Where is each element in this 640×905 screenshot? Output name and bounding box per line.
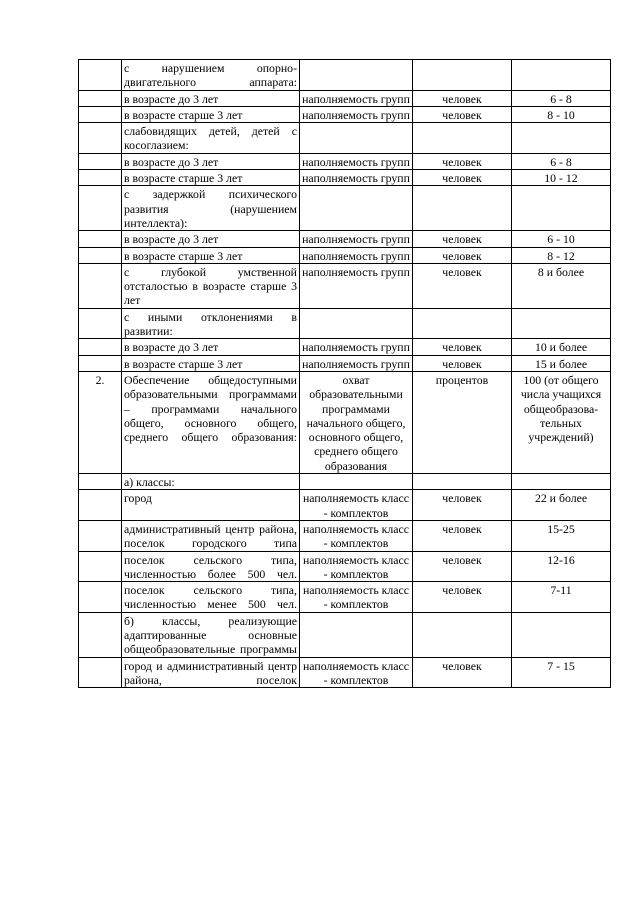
row-name: город [122, 490, 300, 521]
table-row [79, 263, 611, 308]
row-indicator: наполняемость класс - комплектов [300, 657, 413, 688]
table-row [79, 90, 611, 106]
row-number [79, 355, 122, 371]
row-value [512, 186, 611, 231]
row-value: 6 - 10 [512, 231, 611, 247]
row-name: в возрасте до 3 лет [122, 90, 300, 106]
row-indicator [300, 186, 413, 231]
table-row [79, 474, 611, 490]
row-number [79, 582, 122, 613]
row-indicator: охват образовательными программами начального общего, основного общего, среднего общего образования [300, 371, 413, 473]
row-number [79, 551, 122, 582]
row-name: с задержкой психического развития (нарушением интеллекта): [122, 186, 300, 231]
row-indicator: наполняемость групп [300, 231, 413, 247]
table-row [79, 60, 611, 91]
row-number [79, 60, 122, 91]
row-indicator: наполняемость групп [300, 170, 413, 186]
row-value: 15 и более [512, 355, 611, 371]
row-number [79, 170, 122, 186]
row-unit [413, 612, 512, 657]
row-unit: человек [413, 231, 512, 247]
table-row [79, 612, 611, 657]
row-value [512, 60, 611, 91]
row-indicator [300, 474, 413, 490]
row-name: с глубокой умственной отсталостью в возрасте старше 3 лет [122, 263, 300, 308]
row-unit: человек [413, 90, 512, 106]
table-row [79, 657, 611, 688]
row-value [512, 612, 611, 657]
row-unit: человек [413, 263, 512, 308]
row-value: 10 - 12 [512, 170, 611, 186]
row-unit: человек [413, 247, 512, 263]
row-unit: человек [413, 339, 512, 355]
row-name: Обеспечение общедоступными образовательными программами – программами начального общего, основного общего, среднего общего образования: [122, 371, 300, 473]
row-number [79, 106, 122, 122]
row-name: с иными отклонениями в развитии: [122, 308, 300, 339]
table-row [79, 170, 611, 186]
row-number [79, 474, 122, 490]
table-row [79, 582, 611, 613]
row-value: 8 и более [512, 263, 611, 308]
row-indicator: наполняемость групп [300, 247, 413, 263]
row-value: 8 - 12 [512, 247, 611, 263]
row-number [79, 263, 122, 308]
row-unit [413, 308, 512, 339]
row-name: в возрасте старше 3 лет [122, 106, 300, 122]
table-row [79, 186, 611, 231]
row-value: 8 - 10 [512, 106, 611, 122]
row-name: б) классы, реализующие адаптированные основные общеобразовательные программы [122, 612, 300, 657]
row-indicator: наполняемость групп [300, 339, 413, 355]
row-unit: человек [413, 657, 512, 688]
row-unit: человек [413, 355, 512, 371]
row-indicator: наполняемость класс - комплектов [300, 582, 413, 613]
row-indicator: наполняемость класс - комплектов [300, 551, 413, 582]
row-indicator: наполняемость класс - комплектов [300, 490, 413, 521]
row-number [79, 186, 122, 231]
table-row [79, 231, 611, 247]
row-unit: человек [413, 551, 512, 582]
row-name: в возрасте до 3 лет [122, 153, 300, 169]
table-row [79, 106, 611, 122]
row-value [512, 308, 611, 339]
row-number [79, 339, 122, 355]
row-name: административный центр района, поселок городского типа [122, 520, 300, 551]
row-value: 6 - 8 [512, 90, 611, 106]
row-unit: человек [413, 153, 512, 169]
row-unit: человек [413, 106, 512, 122]
row-number [79, 612, 122, 657]
row-unit: человек [413, 170, 512, 186]
row-number [79, 490, 122, 521]
row-indicator: наполняемость групп [300, 106, 413, 122]
row-number [79, 657, 122, 688]
row-value [512, 123, 611, 154]
row-number [79, 123, 122, 154]
row-name: в возрасте до 3 лет [122, 339, 300, 355]
row-unit [413, 60, 512, 91]
row-unit: человек [413, 490, 512, 521]
table-row [79, 339, 611, 355]
row-number [79, 308, 122, 339]
row-indicator [300, 612, 413, 657]
row-number [79, 231, 122, 247]
row-number [79, 520, 122, 551]
row-unit: процентов [413, 371, 512, 473]
table-row [79, 371, 611, 473]
row-number [79, 153, 122, 169]
row-indicator: наполняемость групп [300, 263, 413, 308]
row-name: город и административный центр района, поселок [122, 657, 300, 688]
row-indicator: наполняемость класс - комплектов [300, 520, 413, 551]
row-unit: человек [413, 582, 512, 613]
row-indicator [300, 60, 413, 91]
row-value [512, 474, 611, 490]
row-name: поселок сельского типа, численностью более 500 чел. [122, 551, 300, 582]
row-indicator [300, 308, 413, 339]
row-number: 2. [79, 371, 122, 473]
norms-table [78, 59, 611, 688]
row-name: с нарушением опорно-двигательного аппарата: [122, 60, 300, 91]
row-number [79, 247, 122, 263]
row-name: в возрасте старше 3 лет [122, 247, 300, 263]
row-indicator [300, 123, 413, 154]
row-value: 7 - 15 [512, 657, 611, 688]
row-unit: человек [413, 520, 512, 551]
row-name: в возрасте старше 3 лет [122, 355, 300, 371]
table-row [79, 153, 611, 169]
table-row [79, 123, 611, 154]
row-indicator: наполняемость групп [300, 153, 413, 169]
row-name: в возрасте старше 3 лет [122, 170, 300, 186]
row-name: в возрасте до 3 лет [122, 231, 300, 247]
table-row [79, 355, 611, 371]
table-row [79, 520, 611, 551]
row-unit [413, 123, 512, 154]
table-row [79, 490, 611, 521]
row-name: поселок сельского типа, численностью менее 500 чел. [122, 582, 300, 613]
row-value: 100 (от общего числа учащихся общеобразова-тельных учреждений) [512, 371, 611, 473]
table-row [79, 551, 611, 582]
table-row [79, 308, 611, 339]
row-value: 6 - 8 [512, 153, 611, 169]
row-value: 7-11 [512, 582, 611, 613]
row-indicator: наполняемость групп [300, 355, 413, 371]
row-unit [413, 474, 512, 490]
row-value: 15-25 [512, 520, 611, 551]
row-value: 10 и более [512, 339, 611, 355]
row-value: 22 и более [512, 490, 611, 521]
row-name: а) классы: [122, 474, 300, 490]
row-name: слабовидящих детей, детей с косоглазием: [122, 123, 300, 154]
table-row [79, 247, 611, 263]
row-value: 12-16 [512, 551, 611, 582]
row-unit [413, 186, 512, 231]
row-indicator: наполняемость групп [300, 90, 413, 106]
row-number [79, 90, 122, 106]
